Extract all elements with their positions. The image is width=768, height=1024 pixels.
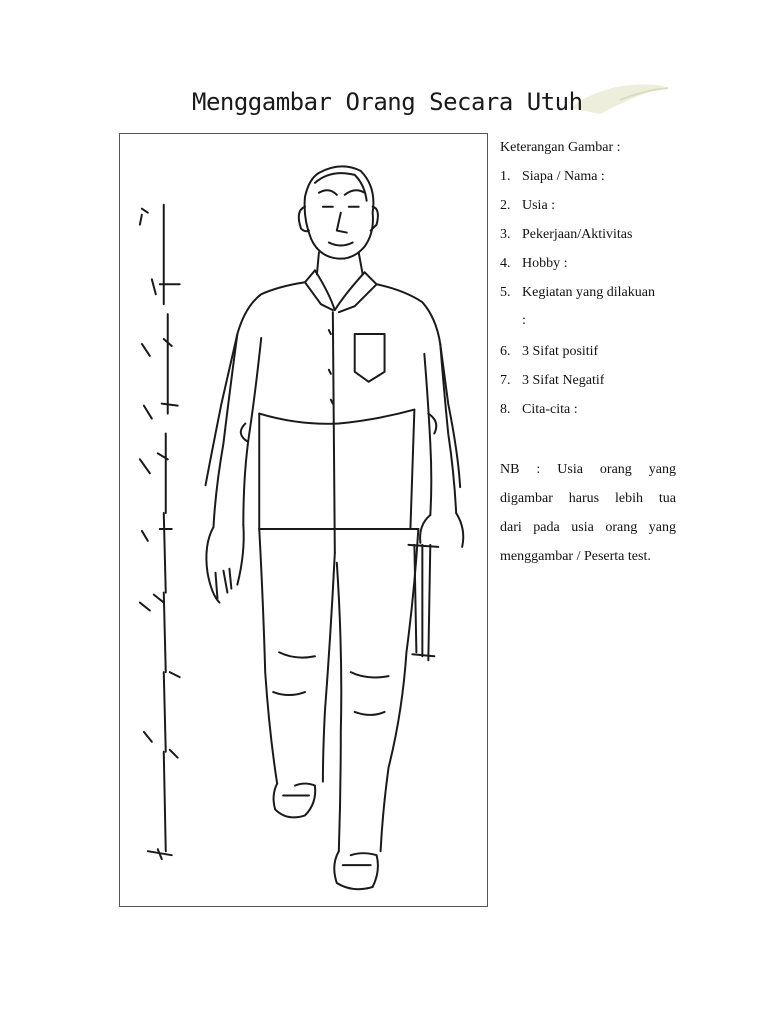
note-line: NB : Usia orang yang bbox=[500, 462, 676, 477]
note-line: menggambar / Peserta test. bbox=[500, 549, 651, 564]
legend-item bbox=[500, 342, 676, 362]
note-line: digambar harus lebih tua bbox=[500, 491, 676, 506]
legend-item bbox=[500, 400, 676, 420]
legend-item bbox=[500, 283, 676, 303]
legend-heading: Keterangan Gambar : bbox=[500, 140, 621, 155]
legend-item-number: 1. bbox=[500, 169, 511, 184]
note-line: dari pada usia orang yang bbox=[500, 520, 676, 535]
neck-collar bbox=[305, 252, 377, 312]
head bbox=[299, 166, 378, 258]
legend-item-number: 7. bbox=[500, 373, 511, 388]
legend-item-text: 3 Sifat Negatif bbox=[522, 373, 605, 388]
legend-item-text: Siapa / Nama : bbox=[522, 169, 605, 184]
person-drawing bbox=[120, 134, 487, 906]
legend-list bbox=[500, 167, 676, 420]
legend-item-text: Pekerjaan/Aktivitas bbox=[522, 227, 633, 242]
legend-item-number: 6. bbox=[500, 344, 511, 359]
legend-item-number: 3. bbox=[500, 227, 511, 242]
measuring-scale bbox=[140, 205, 180, 859]
legend-item-text: Cita-cita : bbox=[522, 402, 578, 417]
legend-item-text: Kegiatan yang dilakuan bbox=[522, 285, 655, 300]
legend-item bbox=[500, 167, 676, 187]
person-drawing-frame bbox=[119, 133, 488, 907]
page-title: Menggambar Orang Secara Utuh bbox=[192, 88, 583, 116]
legend-item-text: Usia : bbox=[522, 198, 556, 213]
legend-item-number: 2. bbox=[500, 198, 511, 213]
legend-item-text: Hobby : bbox=[522, 256, 568, 271]
legend-item bbox=[500, 371, 676, 391]
legend-item bbox=[500, 225, 676, 245]
legend-item-continuation: : bbox=[522, 313, 526, 328]
trousers bbox=[259, 529, 418, 851]
note-paragraph bbox=[500, 455, 676, 571]
shoes bbox=[274, 784, 378, 890]
legend bbox=[500, 138, 676, 429]
legend-item-text: 3 Sifat positif bbox=[522, 344, 599, 359]
legend-item-number: 8. bbox=[500, 402, 511, 417]
legend-item-number: 4. bbox=[500, 256, 511, 271]
legend-item bbox=[500, 254, 676, 274]
legend-item-number: 5. bbox=[500, 285, 511, 300]
legend-item bbox=[500, 196, 676, 216]
